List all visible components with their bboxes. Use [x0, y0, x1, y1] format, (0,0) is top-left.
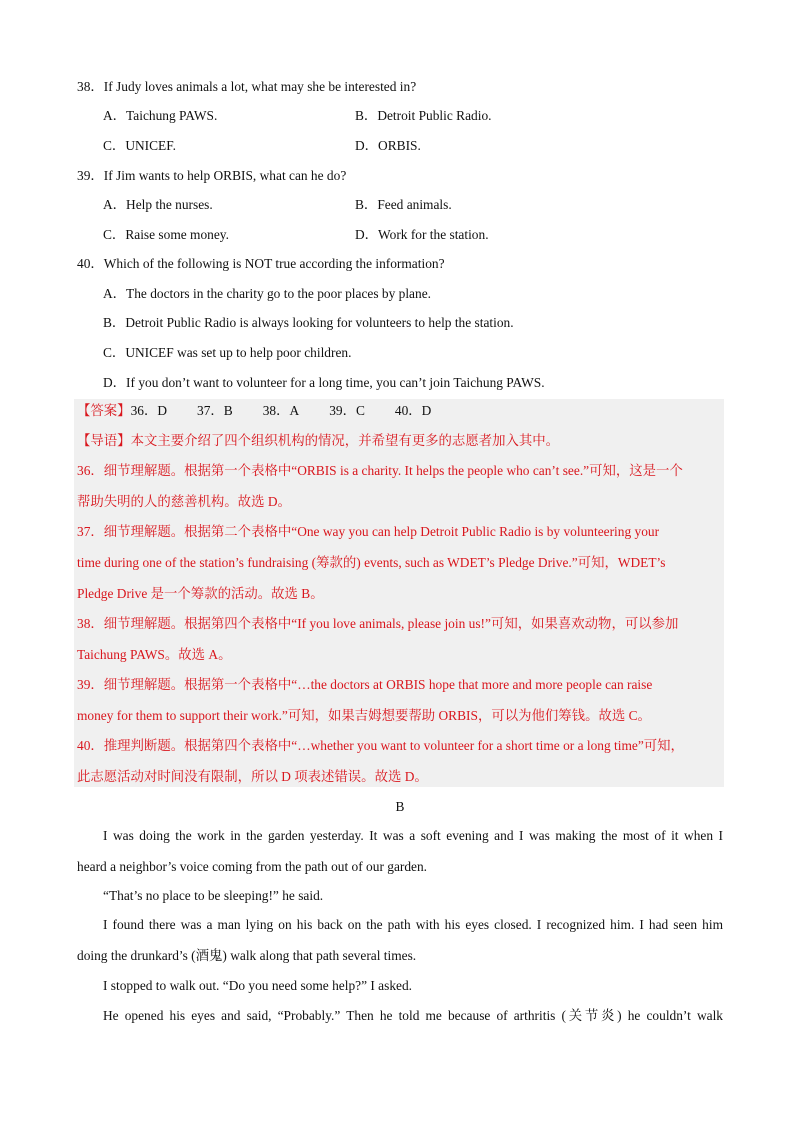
question-40-option-c: C．UNICEF was set up to help poor children.	[103, 345, 352, 360]
question-40-option-d: D．If you don’t want to volunteer for a long time, you can’t join Taichung PAWS.	[103, 375, 545, 390]
passage-line-5: doing the drunkard’s (酒鬼) walk along that path several times.	[77, 948, 417, 963]
explanation-38-line-1: 38．细节理解题。根据第四个表格中“If you love animals, please join us!”可知，如果喜欢动物，可以参加	[77, 616, 679, 631]
answer-39: 39．C	[329, 403, 365, 418]
question-40-option-a: A．The doctors in the charity go to the poor places by plane.	[103, 286, 431, 301]
question-40-option-b: B．Detroit Public Radio is always looking for volunteers to help the station.	[103, 315, 514, 330]
passage-line-6: I stopped to walk out. “Do you need some help?” I asked.	[103, 978, 413, 993]
passage-line-3: “That’s no place to be sleeping!” he said.	[103, 888, 324, 903]
question-38-option-c: C．UNICEF.	[103, 138, 176, 153]
explanation-37-line-1: 37．细节理解题。根据第二个表格中“One way you can help Detroit Public Radio is by volunteering your	[77, 524, 660, 539]
question-38-stem: 38．If Judy loves animals a lot, what may she be interested in?	[77, 79, 417, 94]
question-39-option-d: D．Work for the station.	[355, 227, 489, 242]
guide-label: 【导语】	[77, 433, 131, 448]
explanation-40-line-2: 此志愿活动对时间没有限制，所以 D 项表述错误。故选 D。	[77, 769, 428, 784]
answer-38: 38．A	[262, 403, 300, 418]
passage-line-7: He opened his eyes and said, “Probably.” Then he told me because of arthritis (关节炎) he couldn’t walk	[103, 1008, 723, 1023]
passage-line-1: I was doing the work in the garden yesterday. It was a soft evening and I was making the most of it when I	[103, 828, 723, 843]
question-39-option-a: A．Help the nurses.	[103, 197, 213, 212]
question-38-option-b: B．Detroit Public Radio.	[355, 108, 492, 123]
explanation-39-line-1: 39．细节理解题。根据第一个表格中“…the doctors at ORBIS hope that more and more people can raise	[77, 677, 653, 692]
explanation-40-line-1: 40．推理判断题。根据第四个表格中“…whether you want to volunteer for a short time or a long time”可知，	[77, 738, 684, 753]
question-39-option-b: B．Feed animals.	[355, 197, 452, 212]
section-heading: B	[395, 799, 405, 814]
explanation-36-line-2: 帮助失明的人的慈善机构。故选 D。	[77, 494, 291, 509]
passage-line-2: heard a neighbor’s voice coming from the path out of our garden.	[77, 859, 428, 874]
question-39-option-c: C．Raise some money.	[103, 227, 229, 242]
question-40-stem: 40．Which of the following is NOT true according the information?	[77, 256, 445, 271]
question-38-option-d: D．ORBIS.	[355, 138, 421, 153]
explanation-39-line-2: money for them to support their work.”可知，如果吉姆想要帮助 ORBIS，可以为他们筹钱。故选 C。	[77, 708, 651, 723]
answer-40: 40．D	[394, 403, 432, 418]
explanation-38-line-2: Taichung PAWS。故选 A。	[77, 647, 232, 662]
answer-36: 36．D	[130, 403, 168, 418]
explanation-36-line-1: 36．细节理解题。根据第一个表格中“ORBIS is a charity. It helps the people who can’t see.”可知，这是一个	[77, 463, 683, 478]
answer-37: 37．B	[197, 403, 233, 418]
answer-key-row	[77, 401, 431, 421]
guide-row	[77, 431, 559, 451]
explanation-37-line-3: Pledge Drive 是一个筹款的活动。故选 B。	[77, 586, 324, 601]
question-39-stem: 39．If Jim wants to help ORBIS, what can he do?	[77, 168, 347, 183]
guide-text: 本文主要介绍了四个组织机构的情况，并希望有更多的志愿者加入其中。	[130, 433, 560, 448]
answer-label: 【答案】	[77, 403, 131, 418]
passage-line-4: I found there was a man lying on his back on the path with his eyes closed. I recognized him. I had seen him	[103, 917, 723, 932]
question-38-option-a: A．Taichung PAWS.	[103, 108, 218, 123]
explanation-37-line-2: time during one of the station’s fundraising (筹款的) events, such as WDET’s Pledge Drive.”可知，WDET’s	[77, 555, 666, 570]
